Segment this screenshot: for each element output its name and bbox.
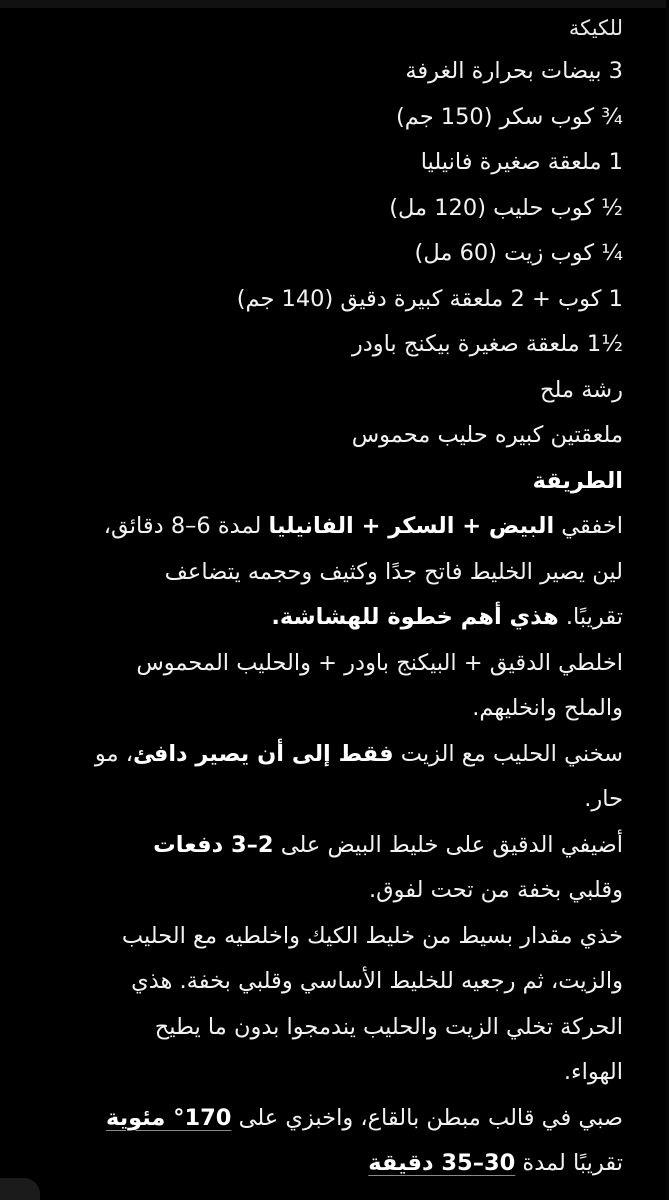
duration-link[interactable]: 30–35 دقيقة: [368, 1150, 516, 1176]
step-line: والملح وانخليهم.: [472, 695, 623, 721]
step-line: [19, 823, 623, 869]
recipe-text: [19, 12, 623, 1187]
step-text: تقريبًا.: [558, 604, 623, 630]
temperature-link[interactable]: 170° مئوية: [106, 1104, 232, 1131]
step-line: الهواء.: [563, 1059, 623, 1085]
ingredient-line: ¾ كوب سكر (150 جم): [395, 103, 623, 130]
section-title: للكيكة: [568, 16, 623, 40]
step-text: سخني الحليب مع الزيت: [393, 740, 623, 767]
step-text: لمدة 6–8 دقائق،: [103, 513, 269, 539]
step-text: اخفقي: [554, 513, 623, 539]
step-bold-text: فقط إلى أن يصير دافئ: [132, 740, 394, 767]
ingredient-line: 1 ملعقة صغيرة فانيليا: [420, 149, 623, 175]
step-bold-text: البيض + السكر + الفانيليا: [268, 513, 555, 539]
step-text: صبي في قالب مبطن بالقاع، واخبزي على: [231, 1104, 623, 1131]
step-line: خذي مقدار بسيط من خليط الكيك واخلطيه مع الحليب: [121, 922, 623, 949]
step-line: اخلطي الدقيق + البيكنج باودر + والحليب المحموس: [136, 649, 623, 676]
step-bold-text: هذي أهم خطوة للهشاشة.: [271, 604, 559, 630]
step-line: لين يصير الخليط فاتح جدًا وكثيف وحجمه يتضاعف: [164, 558, 623, 585]
step-line: [19, 732, 623, 778]
ingredient-line: ½1 ملعقة صغيرة بيكنج باودر: [351, 331, 623, 357]
step-line: [19, 1141, 623, 1187]
step-line: وقلبي بخفة من تحت لفوق.: [369, 877, 623, 903]
ingredient-line: 3 بيضات بحرارة الغرفة: [405, 58, 623, 84]
ingredient-line: رشة ملح: [540, 376, 623, 403]
ingredient-line: ¼ كوب زيت (60 مل): [414, 240, 623, 266]
ingredient-line: ½ كوب حليب (120 مل): [389, 194, 623, 221]
step-text: ، مو: [94, 740, 133, 767]
ingredient-line: ملعقتين كبيره حليب محموس: [351, 422, 623, 448]
step-line: حار.: [584, 786, 623, 812]
step-line: والزيت، ثم رجعيه للخليط الأساسي وقلبي بخفة. هذي: [131, 968, 623, 994]
step-text: أضيفي الدقيق على خليط البيض على: [273, 831, 623, 858]
method-heading: الطريقة: [532, 467, 623, 494]
bottom-corner-handle: [0, 1178, 40, 1200]
step-text: تقريبًا لمدة: [515, 1150, 623, 1176]
step-line: [19, 1096, 623, 1142]
step-line: الحركة تخلي الزيت والحليب يندمجوا بدون ما يطيح: [154, 1013, 623, 1040]
step-line: [19, 595, 623, 641]
step-line: [19, 504, 623, 550]
top-edge: [0, 0, 669, 8]
ingredient-line: 1 كوب + 2 ملعقة كبيرة دقيق (140 جم): [236, 285, 623, 312]
step-bold-text: 2–3 دفعات: [153, 831, 274, 858]
